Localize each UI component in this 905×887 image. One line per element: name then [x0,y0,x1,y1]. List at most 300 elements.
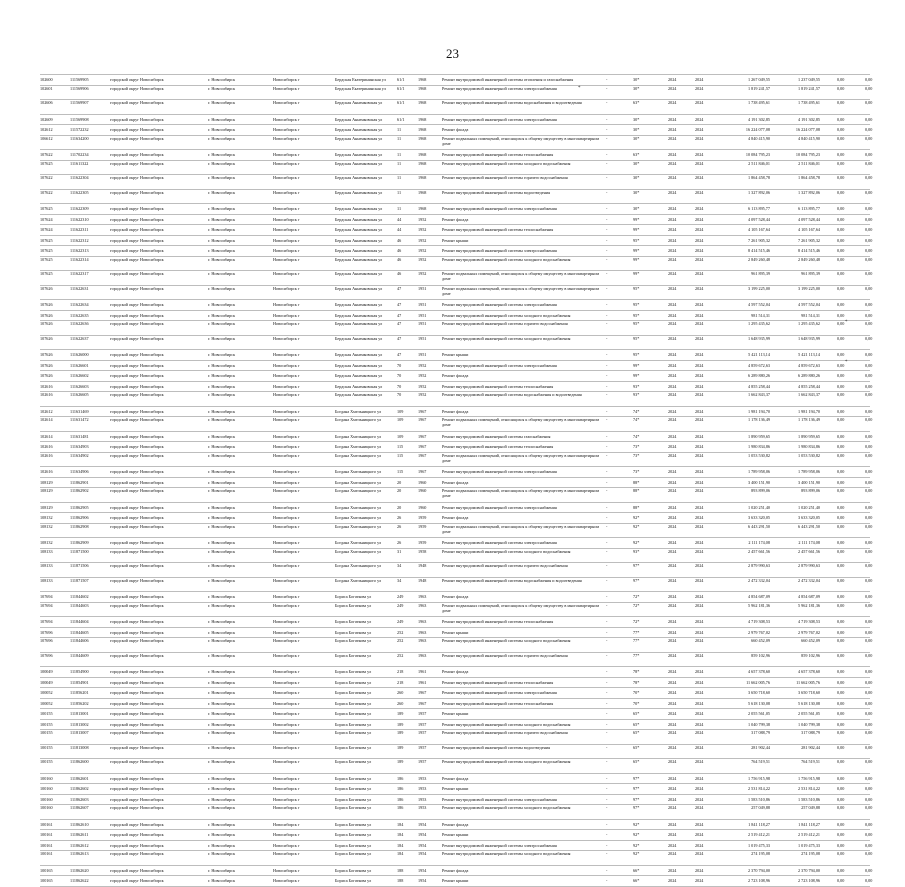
cell-house: 109 [397,433,404,439]
cell-cost2: 4 105 167,64 [798,227,820,232]
cell-cost1: 1 040 799,38 [748,721,770,727]
cell-mun: городской округ Новосибирск [110,851,164,856]
cell-sett: г. Новосибирск [208,805,236,810]
cell-z1: 0,00 [837,285,845,291]
cell-id: 100165 [40,878,53,883]
cell-id: 102616 [40,469,53,474]
cell-id: 108132 [40,515,53,520]
cell-code: 111622309 [70,206,89,211]
cell-cost2: 4 855 258,44 [798,383,820,389]
cell-street: Богдана Хмельницкого ул [335,479,382,485]
cell-z1: 0,00 [837,878,845,883]
cell-code: 111622314 [70,256,89,262]
cell-dash: - [606,867,608,873]
cell-cost1: 4 859 672,63 [748,362,770,368]
cell-cost1: 1 980 834,86 [748,444,770,449]
cell-mun: городской округ Новосибирск [110,638,164,643]
cell-work: Ремонт внутридомовой инженерной системы электроснабжения [442,248,557,253]
cell-y1: 2024 [668,577,677,583]
cell-code: 111622311 [70,227,89,232]
cell-z2: 0,00 [865,479,873,485]
cell-z2: 0,00 [865,711,873,716]
cell-mun: городской округ Новосибирск [110,312,164,318]
table-row [40,310,873,321]
cell-cost2: 1 864 458,78 [798,175,820,180]
cell-z2: 0,00 [865,362,873,368]
cell-id: 108132 [40,540,53,545]
cell-cost2: 317 088,79 [801,730,820,735]
cell-house: 109 [397,417,404,422]
cell-year: 1967 [418,417,427,422]
table-row [40,235,873,246]
cell-street: Бердская Екатерининская ул [335,85,386,91]
cell-z2: 0,00 [865,878,873,883]
cell-z1: 0,00 [837,116,845,122]
table-row [40,719,873,730]
cell-code: 111622317 [70,271,89,276]
cell-cost2: 1 981 194,70 [798,408,820,414]
scan-mark: * [578,86,581,91]
cell-cost2: 4 097 528,44 [798,216,820,222]
cell-y2: 2024 [695,227,704,232]
cell-code: 111622305 [70,189,89,195]
table-row [40,214,873,225]
cell-mun: городской округ Новосибирск [110,135,164,141]
cell-city: Новосибирск г [273,408,300,414]
cell-house: 109 [397,408,404,414]
cell-work: Ремонт фасада [442,594,469,599]
table-row [40,773,873,784]
cell-street: Богдана Хмельницкого ул [335,417,382,422]
table-row [40,744,873,759]
cell-code: 111634902 [70,452,89,458]
cell-year: 1961 [418,679,427,685]
cell-y1: 2024 [668,302,677,307]
cell-z1: 0,00 [837,700,845,706]
cell-vol: 95* [633,237,640,243]
cell-work: Ремонт внутридомовой инженерной системы холодного водоснабжения [442,721,571,727]
cell-work: Ремонт внутридомовой инженерной системы водоснабжения и водоотведения [442,577,582,583]
cell-dash: - [606,721,608,727]
cell-street: Бориса Богаткова ул [335,878,372,883]
cell-cost1: 4 657 378,60 [748,669,770,674]
cell-dash: - [606,444,608,449]
cell-cost1: 4 719 308,53 [748,619,770,624]
cell-street: Бердская Анненковская ул [335,383,383,389]
cell-id: 107625 [40,237,53,243]
cell-z2: 0,00 [865,100,873,105]
cell-z1: 0,00 [837,100,845,105]
cell-house: 46 [397,248,402,253]
cell-mun: городской округ Новосибирск [110,248,164,253]
cell-z1: 0,00 [837,796,845,802]
cell-y1: 2024 [668,821,677,827]
cell-code: 111622313 [70,248,89,253]
cell-vol: 77* [633,629,640,635]
cell-z1: 0,00 [837,479,845,485]
cell-dash: - [606,548,608,554]
cell-work: Ремонт фасада [442,669,469,674]
cell-y2: 2024 [695,744,704,750]
cell-cost2: 1 237 049,55 [798,77,820,82]
cell-year: 1953 [418,796,427,802]
cell-y1: 2024 [668,116,677,122]
cell-cost2: 2 055 561,05 [798,711,820,716]
cell-street: Бориса Богаткова ул [335,711,372,716]
cell-z1: 0,00 [837,302,845,307]
cell-vol: 65* [633,759,640,764]
cell-vol: 30* [633,175,640,180]
cell-vol: 92* [633,832,640,837]
cell-y1: 2024 [668,335,677,341]
cell-dash: - [606,452,608,458]
cell-z1: 0,00 [837,867,845,873]
cell-z1: 0,00 [837,469,845,474]
cell-y1: 2024 [668,127,677,132]
cell-city: Новосибирск г [273,563,300,568]
cell-y2: 2024 [695,867,704,873]
table-row [40,677,873,688]
cell-year: 1963 [418,594,427,599]
cell-year: 1951 [418,335,427,341]
cell-id: 107625 [40,248,53,253]
cell-y1: 2024 [668,744,677,750]
cell-year: 1951 [418,352,427,357]
cell-cost2: 257 049,88 [801,805,820,810]
table-row [40,865,873,876]
cell-code: 111631469 [70,408,89,414]
cell-street: Бердская Анненковская ул [335,335,383,341]
cell-cost1: 2 370 794,00 [748,867,770,873]
cell-work: Ремонт внутридомовой инженерной системы электроснабжения [442,842,557,848]
cell-year: 1952 [418,271,427,276]
cell-vol: 95* [633,321,640,326]
cell-y1: 2024 [668,85,677,91]
cell-dash: - [606,237,608,243]
cell-mun: городской округ Новосибирск [110,679,164,685]
table-row [40,441,873,452]
cell-year: 1954 [418,842,427,848]
cell-code: 111856202 [70,700,89,706]
cell-work: Ремонт внутридомовой инженерной системы горячего водоснабжения [442,563,568,568]
cell-mun: городской округ Новосибирск [110,408,164,414]
cell-sett: г. Новосибирск [208,152,236,157]
cell-y2: 2024 [695,786,704,791]
cell-vol: 99* [633,227,640,232]
cell-code: 111862611 [70,832,89,837]
cell-cost2: 2 511 846,01 [798,160,820,166]
cell-y1: 2024 [668,77,677,82]
cell-year: 1968 [418,77,427,82]
cell-work: Ремонт крыши [442,711,469,716]
cell-street: Бердская Анненковская ул [335,392,383,397]
cell-sett: г. Новосибирск [208,321,236,326]
cell-cost2: 281 902,44 [801,744,820,750]
cell-y2: 2024 [695,160,704,166]
cell-year: 1957 [418,730,427,735]
cell-mun: городской округ Новосибирск [110,619,164,624]
cell-code: 111862600 [70,759,89,764]
cell-dash: - [606,335,608,341]
cell-z1: 0,00 [837,248,845,253]
cell-id: 107694 [40,602,53,608]
cell-cost2: 1 583 510,86 [798,796,820,802]
cell-mun: городской округ Новосибирск [110,352,164,357]
cell-vol: 30* [633,189,640,195]
cell-dash: - [606,408,608,414]
cell-work: Ремонт внутридомовой инженерной системы газоснабжения [442,433,551,439]
cell-street: Богдана Хмельницкого ул [335,469,382,474]
cell-y1: 2024 [668,469,677,474]
cell-code: 111871500 [70,548,89,554]
cell-id: 108132 [40,523,53,529]
cell-code: 111631481 [70,433,89,439]
cell-cost1: 961 895,39 [751,271,770,276]
cell-y2: 2024 [695,335,704,341]
cell-cost2: 10 084 795,23 [795,152,820,157]
cell-work: Ремонт внутридомовой инженерной системы теплоснабжения [442,383,554,389]
cell-year: 1963 [418,652,427,658]
cell-year: 1951 [418,321,427,326]
cell-year: 1948 [418,563,427,568]
cell-id: 107626 [40,362,53,368]
cell-y2: 2024 [695,433,704,439]
cell-cost1: 2 519 412,21 [748,832,770,837]
cell-city: Новосибирск г [273,85,300,91]
table-row [40,829,873,840]
cell-z2: 0,00 [865,77,873,82]
cell-y1: 2024 [668,433,677,439]
table-row [40,637,873,652]
cell-year: 1967 [418,469,427,474]
cell-cost1: 1 662 843,37 [748,392,770,397]
cell-house: 252 [397,652,404,658]
cell-city: Новосибирск г [273,248,300,253]
cell-vol: 30* [633,77,640,82]
cell-street: Бердская Анненковская ул [335,206,383,211]
cell-cost2: 2 472 332,04 [798,577,820,583]
cell-y1: 2024 [668,679,677,685]
cell-z1: 0,00 [837,206,845,211]
cell-dash: - [606,504,608,510]
cell-street: Бориса Богаткова ул [335,629,372,635]
cell-z1: 0,00 [837,408,845,414]
cell-code: 111702234 [70,152,89,157]
cell-year: 1957 [418,744,427,750]
cell-house: 186 [397,786,404,791]
cell-cost1: 981 514,31 [751,312,770,318]
cell-work: Ремонт внутридомовой инженерной системы электроснабжения [442,504,557,510]
cell-cost2: 5 421 113,14 [798,352,820,357]
cell-vol: 30* [633,135,640,141]
cell-city: Новосибирск г [273,805,300,810]
cell-work: Ремонт внутридомовой инженерной системы горячего водоснабжения [442,175,568,180]
cell-street: Богдана Хмельницкого ул [335,563,382,568]
cell-house: 11 [397,127,402,132]
cell-mun: городской округ Новосибирск [110,160,164,166]
cell-id: 102614 [40,433,53,439]
cell-year: 1952 [418,256,427,262]
cell-vol: 93* [633,548,640,554]
cell-year: 1968 [418,160,427,166]
cell-mun: городской округ Новосибирск [110,796,164,802]
cell-id: 107625 [40,206,53,211]
cell-house: 70 [397,373,402,378]
cell-city: Новосибирск г [273,821,300,827]
cell-sett: г. Новосибирск [208,629,236,635]
cell-city: Новосибирск г [273,383,300,389]
cell-code: 111622636 [70,321,89,326]
cell-mun: городской округ Новосибирск [110,629,164,635]
cell-code: 111862620 [70,867,89,873]
cell-z2: 0,00 [865,786,873,791]
cell-mun: городской округ Новосибирск [110,523,164,529]
cell-city: Новосибирск г [273,851,300,856]
cell-y2: 2024 [695,775,704,781]
cell-code: 111626603 [70,383,89,389]
cell-mun: городской округ Новосибирск [110,469,164,474]
cell-z2: 0,00 [865,577,873,583]
cell-house: 189 [397,721,404,727]
cell-sett: г. Новосибирск [208,469,236,474]
page-number: 23 [446,46,459,61]
cell-city: Новосибирск г [273,679,300,685]
cell-cost1: 1 890 959,65 [748,433,770,439]
cell-vol: 92* [633,540,640,545]
cell-street: Богдана Хмельницкого ул [335,408,382,414]
cell-city: Новосибирск г [273,488,300,493]
cell-cost2: 1 053 530,82 [798,452,820,458]
cell-year: 1951 [418,302,427,307]
table-row [40,320,873,335]
cell-year: 1948 [418,577,427,583]
cell-mun: городской округ Новосибирск [110,488,164,493]
cell-street: Богдана Хмельницкого ул [335,548,382,554]
cell-sett: г. Новосибирск [208,619,236,624]
cell-z1: 0,00 [837,335,845,341]
cell-cost2: 2 111 174,08 [798,540,820,545]
cell-z2: 0,00 [865,851,873,856]
cell-z1: 0,00 [837,175,845,180]
cell-z1: 0,00 [837,152,845,157]
cell-street: Бориса Богаткова ул [335,669,372,674]
cell-city: Новосибирск г [273,711,300,716]
cell-work: Ремонт внутридомовой инженерной системы электроснабжения [442,302,557,307]
cell-street: Бориса Богаткова ул [335,867,372,873]
cell-cost2: 1 841 118,27 [798,821,820,827]
cell-vol: 99* [633,271,640,276]
cell-z2: 0,00 [865,504,873,510]
cell-y2: 2024 [695,730,704,735]
cell-dash: - [606,256,608,262]
cell-id: 107696 [40,629,53,635]
table-row [40,149,873,160]
cell-cost2: 11 662 005,76 [796,679,820,685]
cell-z2: 0,00 [865,116,873,122]
cell-vol: 66* [633,878,640,883]
cell-cost1: 1 020 251,40 [748,504,770,510]
cell-dash: - [606,842,608,848]
cell-z1: 0,00 [837,619,845,624]
cell-y1: 2024 [668,638,677,643]
cell-cost1: 2 849 260,48 [748,256,770,262]
cell-y1: 2024 [668,488,677,493]
cell-cost2: 1 819 241,57 [798,85,820,91]
cell-y2: 2024 [695,285,704,291]
cell-code: 111862607 [70,805,89,810]
cell-sett: г. Новосибирск [208,77,236,82]
cell-work: Ремонт подвальных помещений, относящихся к общему имуществу в многоквартирном доме [442,523,600,534]
cell-house: 249 [397,602,404,608]
cell-z1: 0,00 [837,730,845,735]
cell-sett: г. Новосибирск [208,821,236,827]
cell-y1: 2024 [668,373,677,378]
cell-y1: 2024 [668,321,677,326]
cell-code: 111569906 [70,85,89,91]
cell-z2: 0,00 [865,867,873,873]
cell-city: Новосибирск г [273,523,300,529]
cell-cost1: 4 840 415,90 [748,135,770,141]
cell-code: 111622631 [70,285,89,291]
cell-dash: - [606,832,608,837]
cell-year: 1954 [418,867,427,873]
cell-cost1: 764 519,51 [751,759,770,764]
cell-y2: 2024 [695,352,704,357]
cell-id: 102606 [40,100,53,105]
cell-vol: 92* [633,515,640,520]
cell-z2: 0,00 [865,152,873,157]
cell-z1: 0,00 [837,417,845,422]
cell-y2: 2024 [695,127,704,132]
table-row [40,687,873,698]
cell-cost1: 1 648 935,99 [748,335,770,341]
cell-house: 61/1 [397,77,405,82]
cell-work: Ремонт фасада [442,373,469,378]
cell-mun: городской округ Новосибирск [110,669,164,674]
cell-z2: 0,00 [865,700,873,706]
cell-y1: 2024 [668,160,677,166]
cell-mun: городской округ Новосибирск [110,744,164,750]
cell-y2: 2024 [695,373,704,378]
cell-code: 111854900 [70,669,89,674]
cell-cost2: 1 738 495,61 [798,100,820,105]
table-row [40,431,873,442]
cell-mun: городской округ Новосибирск [110,237,164,243]
cell-id: 100155 [40,759,53,764]
cell-cost1: 1 756 915,98 [748,775,770,781]
cell-vol: 30* [633,85,640,91]
cell-city: Новосибирск г [273,237,300,243]
cell-y2: 2024 [695,515,704,520]
cell-z1: 0,00 [837,444,845,449]
cell-z2: 0,00 [865,408,873,414]
cell-cost2: 6 289 880,26 [798,373,820,378]
cell-street: Бориса Богаткова ул [335,851,372,856]
cell-mun: городской округ Новосибирск [110,206,164,211]
cell-sett: г. Новосибирск [208,796,236,802]
cell-year: 1953 [418,805,427,810]
cell-code: 111844604 [70,619,89,624]
cell-cost2: 1 789 958,06 [798,469,820,474]
cell-city: Новосибирск г [273,540,300,545]
table-row [40,477,873,488]
cell-z1: 0,00 [837,594,845,599]
cell-cost1: 1 053 530,82 [748,452,770,458]
cell-dash: - [606,77,608,82]
cell-dash: - [606,775,608,781]
cell-sett: г. Новосибирск [208,127,236,132]
cell-year: 1953 [418,775,427,781]
